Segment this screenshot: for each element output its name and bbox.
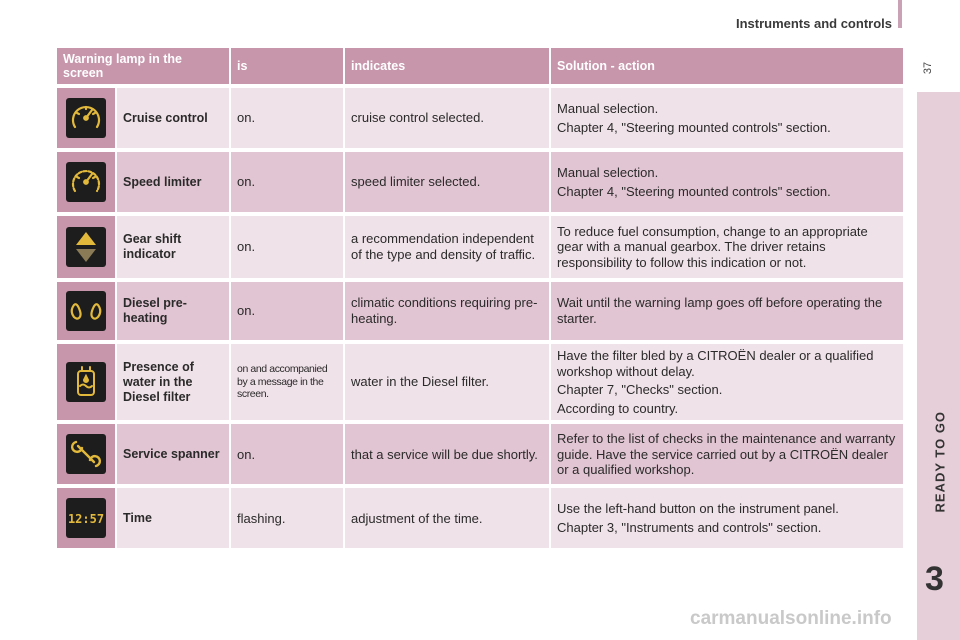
table-row <box>57 152 903 212</box>
icon-cell <box>57 488 117 548</box>
header-solution: Solution - action <box>551 48 903 84</box>
lamp-solution <box>551 424 903 484</box>
icon-cell <box>57 282 117 340</box>
table-row <box>57 488 903 548</box>
lamp-name: Cruise control <box>117 88 231 148</box>
warning-lamp-table <box>57 44 903 552</box>
table-row <box>57 216 903 278</box>
lamp-solution <box>551 88 903 148</box>
speed-limiter-icon <box>66 162 106 202</box>
lamp-state: on. <box>231 424 345 484</box>
cruise-control-icon <box>66 98 106 138</box>
lamp-state: on. <box>231 216 345 278</box>
solution-text: Chapter 3, "Instruments and controls" section. <box>557 519 822 535</box>
icon-cell <box>57 152 117 212</box>
lamp-indicates: water in the Diesel filter. <box>345 344 551 420</box>
solution-text: According to country. <box>557 400 679 416</box>
icon-cell <box>57 88 117 148</box>
lamp-state: on. <box>231 88 345 148</box>
solution-text: Refer to the list of checks in the maintenance and warranty guide. Have the service carried out by a CITROËN dealer or a qualified workshop. <box>557 430 896 478</box>
solution-text: Wait until the warning lamp goes off before operating the starter. <box>557 295 883 326</box>
lamp-name: Speed limiter <box>117 152 231 212</box>
lamp-state: on. <box>231 152 345 212</box>
lamp-name: Service spanner <box>117 424 231 484</box>
lamp-state: on. <box>231 282 345 340</box>
preheating-icon <box>66 291 106 331</box>
table-row <box>57 424 903 484</box>
icon-cell <box>57 344 117 420</box>
spanner-icon <box>66 434 106 474</box>
lamp-indicates: climatic conditions requiring pre-heating. <box>345 282 551 340</box>
icon-cell <box>57 424 117 484</box>
header-warning-lamp: Warning lamp in the screen <box>57 48 231 84</box>
solution-text: Manual selection. <box>557 164 659 180</box>
table-row <box>57 344 903 420</box>
lamp-indicates: that a service will be due shortly. <box>345 424 551 484</box>
lamp-solution <box>551 152 903 212</box>
solution-text: Use the left-hand button on the instrument panel. <box>557 501 839 517</box>
lamp-name: Presence of water in the Diesel filter <box>117 344 231 420</box>
lamp-state: flashing. <box>231 488 345 548</box>
section-label: READY TO GO <box>932 410 948 513</box>
gear-shift-icon <box>66 227 106 267</box>
solution-text: Chapter 7, "Checks" section. <box>557 382 723 398</box>
lamp-state: on and accompanied by a message in the screen. <box>231 344 345 420</box>
clock-display-icon <box>66 498 106 538</box>
lamp-solution <box>551 216 903 278</box>
lamp-solution <box>551 488 903 548</box>
table-header-row <box>57 48 903 84</box>
lamp-name: Time <box>117 488 231 548</box>
table-row <box>57 282 903 340</box>
solution-text: Manual selection. <box>557 100 659 116</box>
solution-text: To reduce fuel consumption, change to an appropriate gear with a manual gearbox. The driver retains responsibility to follow this indication or not. <box>557 223 868 270</box>
solution-text: Chapter 4, "Steering mounted controls" section. <box>557 183 831 199</box>
page-header-title: Instruments and controls <box>735 16 892 31</box>
lamp-solution <box>551 282 903 340</box>
lamp-name: Gear shift indicator <box>117 216 231 278</box>
side-tab <box>917 92 960 640</box>
lamp-indicates: adjustment of the time. <box>345 488 551 548</box>
watermark: carmanualsonline.info <box>690 608 892 629</box>
table-row <box>57 88 903 148</box>
chapter-number: 3 <box>925 560 944 598</box>
svg-text:12:57: 12:57 <box>67 512 105 527</box>
header-indicates: indicates <box>345 48 551 84</box>
header-is: is <box>231 48 345 84</box>
lamp-solution <box>551 344 903 420</box>
lamp-indicates: cruise control selected. <box>345 88 551 148</box>
lamp-name: Diesel pre-heating <box>117 282 231 340</box>
lamp-indicates: a recommendation independent of the type and density of traffic. <box>345 216 551 278</box>
icon-cell <box>57 216 117 278</box>
header-accent-bar <box>898 0 902 28</box>
solution-text: Chapter 4, "Steering mounted controls" section. <box>557 119 831 135</box>
water-in-fuel-icon <box>66 362 106 402</box>
page-number: 37 <box>922 61 935 75</box>
lamp-indicates: speed limiter selected. <box>345 152 551 212</box>
solution-text: Have the filter bled by a CITROËN dealer or a qualified workshop without delay. <box>557 348 874 379</box>
